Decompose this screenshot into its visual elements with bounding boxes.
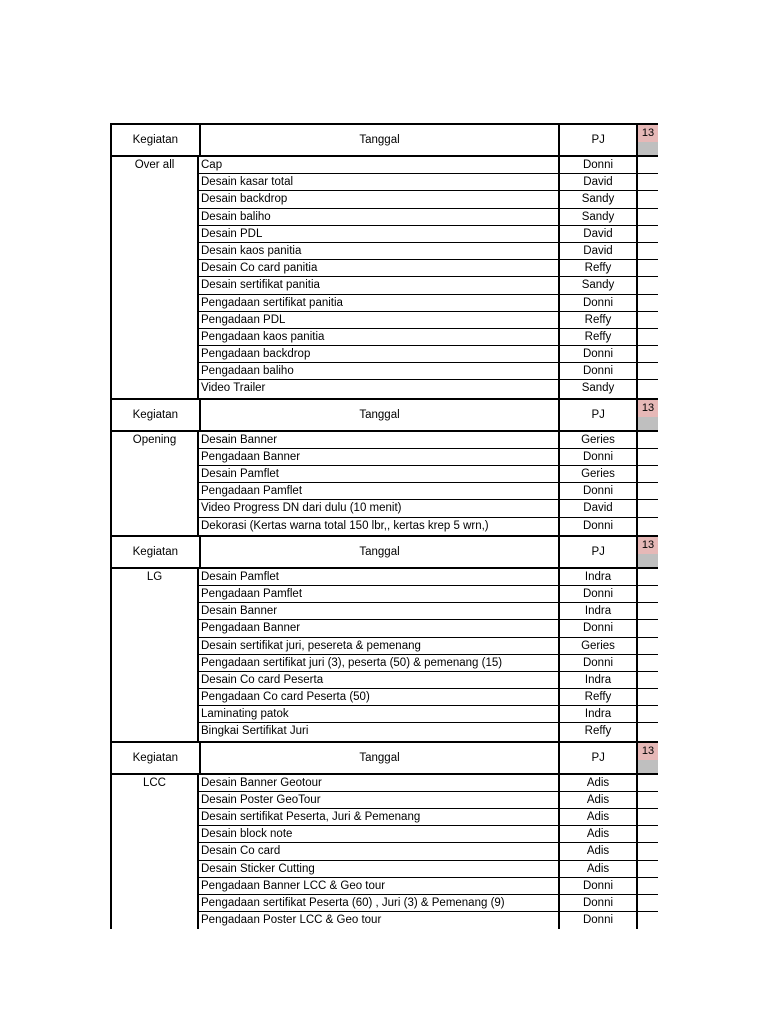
- task-cell: Desain Pamflet: [199, 569, 560, 585]
- table-row: [199, 346, 658, 363]
- table-row: [199, 912, 658, 929]
- pj-cell: David: [560, 226, 638, 242]
- date-cell: [638, 672, 658, 688]
- pj-cell: Reffy: [560, 723, 638, 740]
- task-cell: Desain Banner Geotour: [199, 775, 560, 791]
- section-body: [110, 569, 658, 741]
- date-cell: [638, 226, 658, 242]
- task-cell: Desain Banner: [199, 432, 560, 448]
- task-cell: Pengadaan sertifikat panitia: [199, 295, 560, 311]
- date-subheader-fill: [638, 417, 658, 430]
- task-cell: Pengadaan PDL: [199, 312, 560, 328]
- pj-cell: Donni: [560, 449, 638, 465]
- kegiatan-header: Kegiatan: [112, 125, 201, 155]
- date-cell: [638, 620, 658, 636]
- table-row: [199, 861, 658, 878]
- table-row: [199, 655, 658, 672]
- task-cell: Desain Co card panitia: [199, 260, 560, 276]
- kegiatan-header: Kegiatan: [112, 743, 201, 773]
- date-cell: [638, 792, 658, 808]
- table-row: [199, 157, 658, 174]
- task-cell: Pengadaan baliho: [199, 363, 560, 379]
- tanggal-header: Tanggal: [201, 400, 561, 430]
- pj-cell: Indra: [560, 569, 638, 585]
- section-body: [110, 775, 658, 930]
- section-header: [110, 535, 658, 569]
- pj-header: PJ: [560, 400, 638, 430]
- pj-cell: Indra: [560, 672, 638, 688]
- date-cell: [638, 586, 658, 602]
- date-column-header: [638, 125, 658, 155]
- pj-cell: David: [560, 500, 638, 516]
- pj-cell: Donni: [560, 620, 638, 636]
- section-header: [110, 398, 658, 432]
- date-cell: [638, 912, 658, 929]
- table-row: [199, 809, 658, 826]
- date-cell: [638, 483, 658, 499]
- pj-cell: Sandy: [560, 191, 638, 207]
- task-cell: Desain kasar total: [199, 174, 560, 190]
- task-cell: Desain Pamflet: [199, 466, 560, 482]
- pj-cell: Donni: [560, 878, 638, 894]
- tanggal-header: Tanggal: [201, 125, 561, 155]
- table-row: [199, 620, 658, 637]
- table-row: [199, 586, 658, 603]
- date-cell: [638, 723, 658, 740]
- date-subheader-fill: [638, 760, 658, 773]
- date-column-header: [638, 537, 658, 567]
- task-cell: Desain Co card Peserta: [199, 672, 560, 688]
- table-row: [199, 191, 658, 208]
- table-row: [199, 174, 658, 191]
- date-cell: [638, 449, 658, 465]
- section-1: [110, 398, 658, 535]
- date-number: 13: [638, 743, 658, 760]
- task-cell: Desain backdrop: [199, 191, 560, 207]
- date-cell: [638, 843, 658, 859]
- task-cell: Desain baliho: [199, 209, 560, 225]
- task-cell: Pengadaan sertifikat Peserta (60) , Juri (3) & Pemenang (9): [199, 895, 560, 911]
- task-cell: Desain block note: [199, 826, 560, 842]
- date-cell: [638, 363, 658, 379]
- date-subheader-fill: [638, 554, 658, 567]
- pj-cell: Donni: [560, 483, 638, 499]
- table-row: [199, 329, 658, 346]
- date-cell: [638, 380, 658, 397]
- section-body: [110, 157, 658, 398]
- pj-cell: Adis: [560, 792, 638, 808]
- pj-cell: Donni: [560, 363, 638, 379]
- pj-cell: Donni: [560, 295, 638, 311]
- pj-cell: Sandy: [560, 277, 638, 293]
- task-cell: Dekorasi (Kertas warna total 150 lbr,, kertas krep 5 wrn,): [199, 518, 560, 535]
- table-row: [199, 843, 658, 860]
- date-cell: [638, 243, 658, 259]
- pj-cell: Adis: [560, 843, 638, 859]
- task-cell: Desain sertifikat panitia: [199, 277, 560, 293]
- task-cell: Desain Poster GeoTour: [199, 792, 560, 808]
- pj-cell: Adis: [560, 826, 638, 842]
- pj-cell: Indra: [560, 603, 638, 619]
- task-cell: Desain sertifikat juri, pesereta & pemenang: [199, 638, 560, 654]
- task-cell: Pengadaan Co card Peserta (50): [199, 689, 560, 705]
- pj-cell: Donni: [560, 157, 638, 173]
- table-row: [199, 226, 658, 243]
- pj-header: PJ: [560, 537, 638, 567]
- pj-cell: Indra: [560, 706, 638, 722]
- pj-cell: Sandy: [560, 209, 638, 225]
- table-row: [199, 672, 658, 689]
- pj-cell: Donni: [560, 655, 638, 671]
- task-cell: Video Trailer: [199, 380, 560, 397]
- pj-cell: Geries: [560, 432, 638, 448]
- date-subheader-fill: [638, 142, 658, 155]
- section-body: [110, 432, 658, 535]
- task-cell: Pengadaan sertifikat juri (3), peserta (50) & pemenang (15): [199, 655, 560, 671]
- task-cell: Laminating patok: [199, 706, 560, 722]
- task-cell: Desain Sticker Cutting: [199, 861, 560, 877]
- table-row: [199, 466, 658, 483]
- date-column-header: [638, 400, 658, 430]
- pj-cell: Geries: [560, 466, 638, 482]
- table-row: [199, 775, 658, 792]
- date-cell: [638, 312, 658, 328]
- date-cell: [638, 174, 658, 190]
- pj-header: PJ: [560, 743, 638, 773]
- date-cell: [638, 569, 658, 585]
- date-cell: [638, 191, 658, 207]
- date-number: 13: [638, 400, 658, 417]
- date-cell: [638, 895, 658, 911]
- date-column-header: [638, 743, 658, 773]
- pj-cell: Reffy: [560, 329, 638, 345]
- task-cell: Cap: [199, 157, 560, 173]
- date-cell: [638, 706, 658, 722]
- table-row: [199, 689, 658, 706]
- task-cell: Pengadaan Banner: [199, 620, 560, 636]
- table-row: [199, 483, 658, 500]
- pj-cell: Donni: [560, 586, 638, 602]
- date-cell: [638, 518, 658, 535]
- table-row: [199, 380, 658, 397]
- pj-cell: Donni: [560, 895, 638, 911]
- pj-cell: Adis: [560, 861, 638, 877]
- table-row: [199, 295, 658, 312]
- table-row: [199, 363, 658, 380]
- section-2: [110, 535, 658, 741]
- section-0: [110, 123, 658, 398]
- kegiatan-name: Over all: [112, 157, 199, 398]
- date-cell: [638, 689, 658, 705]
- table-row: [199, 706, 658, 723]
- task-cell: Pengadaan Pamflet: [199, 483, 560, 499]
- table-row: [199, 243, 658, 260]
- date-number: 13: [638, 537, 658, 554]
- tanggal-header: Tanggal: [201, 743, 561, 773]
- task-cell: Video Progress DN dari dulu (10 menit): [199, 500, 560, 516]
- task-cell: Pengadaan Pamflet: [199, 586, 560, 602]
- task-cell: Desain Banner: [199, 603, 560, 619]
- date-cell: [638, 432, 658, 448]
- date-cell: [638, 500, 658, 516]
- section-3: [110, 741, 658, 930]
- date-cell: [638, 826, 658, 842]
- date-cell: [638, 209, 658, 225]
- table-row: [199, 500, 658, 517]
- task-cell: Desain sertifikat Peserta, Juri & Pemenang: [199, 809, 560, 825]
- kegiatan-header: Kegiatan: [112, 537, 201, 567]
- pj-cell: Donni: [560, 912, 638, 929]
- kegiatan-name: LCC: [112, 775, 199, 930]
- table-row: [199, 432, 658, 449]
- task-cell: Bingkai Sertifikat Juri: [199, 723, 560, 740]
- schedule-sheet: [110, 123, 658, 929]
- table-row: [199, 209, 658, 226]
- pj-cell: Geries: [560, 638, 638, 654]
- kegiatan-name: LG: [112, 569, 199, 741]
- date-cell: [638, 295, 658, 311]
- date-cell: [638, 655, 658, 671]
- task-cell: Desain Co card: [199, 843, 560, 859]
- table-row: [199, 723, 658, 740]
- table-row: [199, 260, 658, 277]
- kegiatan-header: Kegiatan: [112, 400, 201, 430]
- table-row: [199, 603, 658, 620]
- date-cell: [638, 878, 658, 894]
- table-row: [199, 312, 658, 329]
- tanggal-header: Tanggal: [201, 537, 561, 567]
- date-cell: [638, 157, 658, 173]
- date-cell: [638, 260, 658, 276]
- table-row: [199, 878, 658, 895]
- table-row: [199, 518, 658, 535]
- date-cell: [638, 277, 658, 293]
- pj-cell: Sandy: [560, 380, 638, 397]
- table-row: [199, 638, 658, 655]
- task-cell: Pengadaan backdrop: [199, 346, 560, 362]
- date-cell: [638, 638, 658, 654]
- pj-cell: Reffy: [560, 689, 638, 705]
- table-row: [199, 277, 658, 294]
- date-cell: [638, 346, 658, 362]
- pj-cell: Adis: [560, 775, 638, 791]
- pj-header: PJ: [560, 125, 638, 155]
- pj-cell: Donni: [560, 518, 638, 535]
- pj-cell: David: [560, 243, 638, 259]
- pj-cell: Adis: [560, 809, 638, 825]
- table-row: [199, 895, 658, 912]
- pj-cell: Donni: [560, 346, 638, 362]
- section-header: [110, 741, 658, 775]
- task-cell: Pengadaan Banner LCC & Geo tour: [199, 878, 560, 894]
- table-row: [199, 792, 658, 809]
- date-cell: [638, 603, 658, 619]
- table-row: [199, 569, 658, 586]
- date-cell: [638, 809, 658, 825]
- task-cell: Desain kaos panitia: [199, 243, 560, 259]
- table-row: [199, 826, 658, 843]
- task-cell: Desain PDL: [199, 226, 560, 242]
- task-cell: Pengadaan Banner: [199, 449, 560, 465]
- kegiatan-name: Opening: [112, 432, 199, 535]
- pj-cell: Reffy: [560, 312, 638, 328]
- pj-cell: Reffy: [560, 260, 638, 276]
- pj-cell: David: [560, 174, 638, 190]
- task-cell: Pengadaan Poster LCC & Geo tour: [199, 912, 560, 929]
- section-header: [110, 123, 658, 157]
- date-number: 13: [638, 125, 658, 142]
- date-cell: [638, 775, 658, 791]
- date-cell: [638, 329, 658, 345]
- date-cell: [638, 466, 658, 482]
- date-cell: [638, 861, 658, 877]
- task-cell: Pengadaan kaos panitia: [199, 329, 560, 345]
- table-row: [199, 449, 658, 466]
